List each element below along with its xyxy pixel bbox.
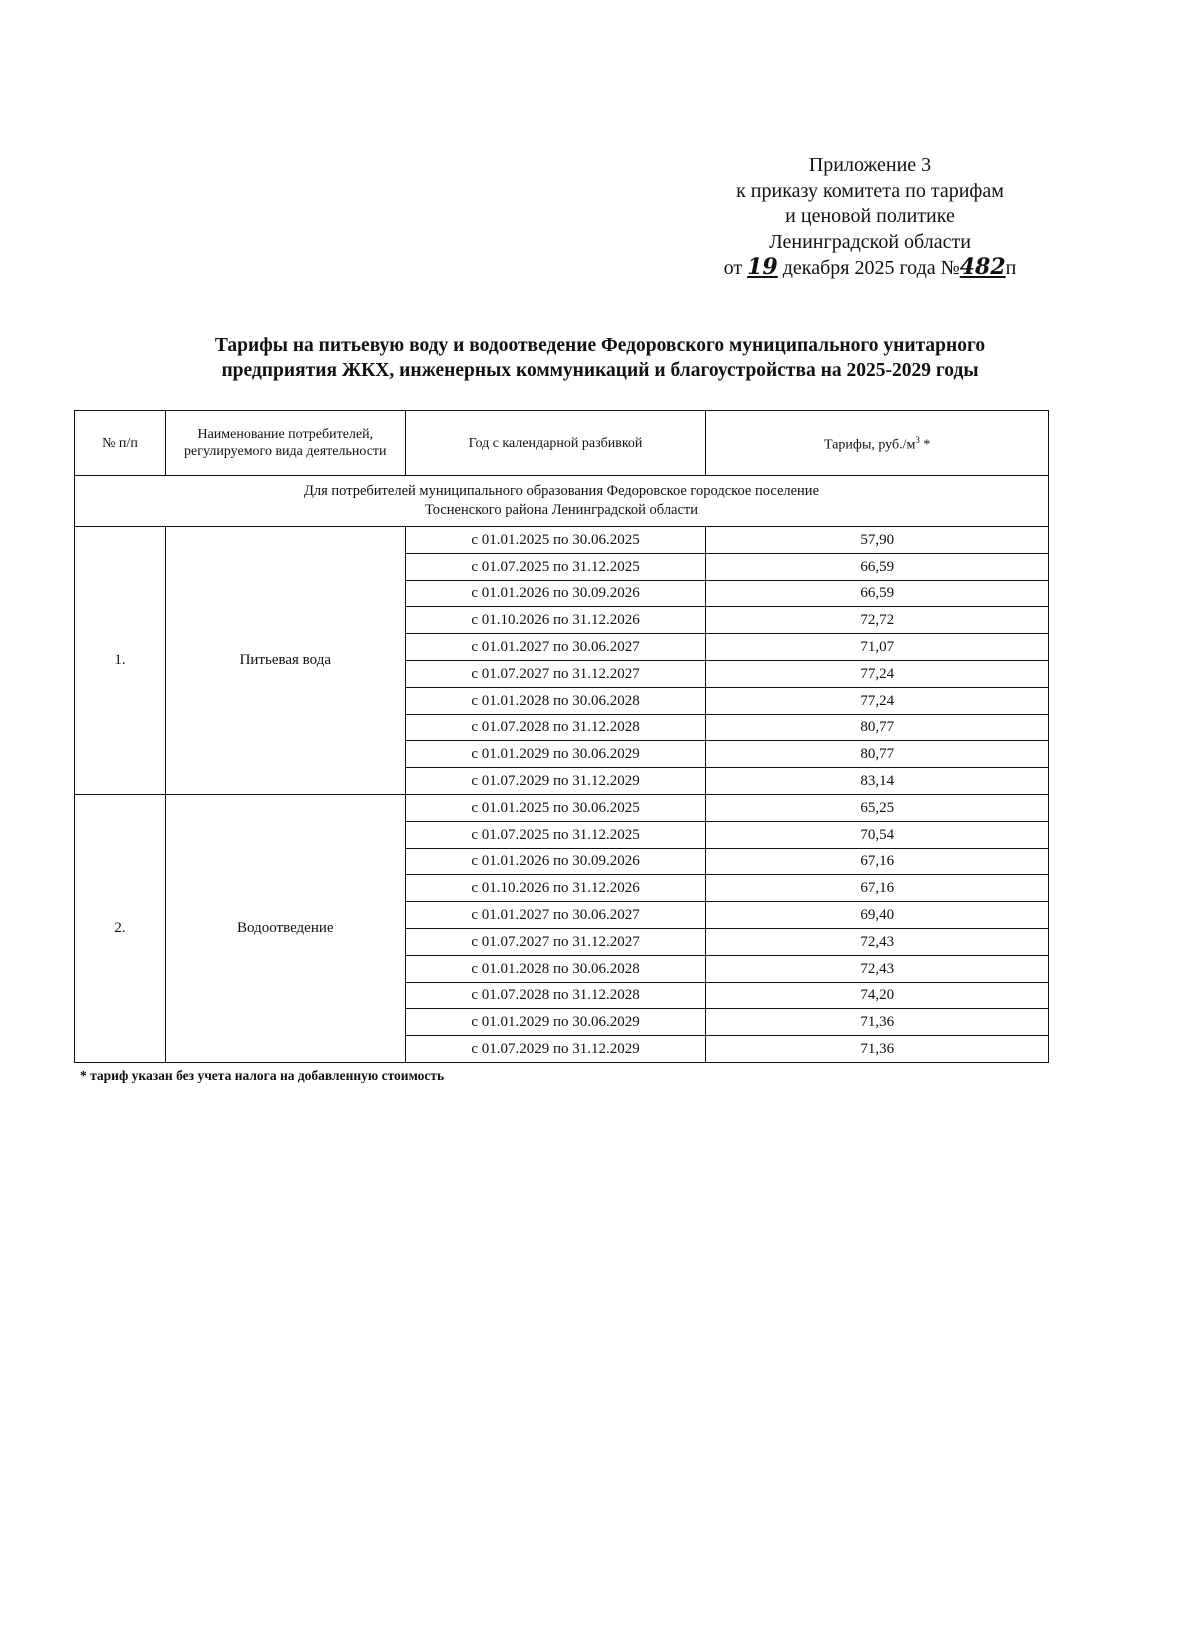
header-tariff: [706, 411, 1049, 476]
tariff-cell: 66,59: [706, 580, 1049, 607]
tariff-cell: 65,25: [706, 794, 1049, 821]
subheader-row: [75, 476, 1049, 527]
period-cell: с 01.01.2028 по 30.06.2028: [405, 687, 706, 714]
tariff-cell: 77,24: [706, 687, 1049, 714]
tariff-cell: 83,14: [706, 768, 1049, 795]
period-cell: с 01.01.2025 по 30.06.2025: [405, 794, 706, 821]
period-cell: с 01.07.2028 по 31.12.2028: [405, 982, 706, 1009]
period-cell: с 01.01.2028 по 30.06.2028: [405, 955, 706, 982]
tariff-cell: 67,16: [706, 848, 1049, 875]
tariff-table: [74, 410, 1049, 1063]
handwritten-day: 19: [747, 254, 778, 280]
header-tariff-star: *: [919, 437, 931, 453]
tariff-cell: 57,90: [706, 527, 1049, 554]
period-cell: с 01.07.2027 по 31.12.2027: [405, 928, 706, 955]
period-cell: с 01.10.2026 по 31.12.2026: [405, 875, 706, 902]
period-cell: с 01.01.2029 по 30.06.2029: [405, 741, 706, 768]
tariff-cell: 66,59: [706, 553, 1049, 580]
tariff-cell: 71,36: [706, 1009, 1049, 1036]
period-cell: с 01.01.2027 по 30.06.2027: [405, 634, 706, 661]
period-cell: с 01.01.2026 по 30.09.2026: [405, 580, 706, 607]
header-name: Наименование потребителей, регулируемого вида деятельности: [165, 411, 405, 476]
title-line: предприятия ЖКХ, инженерных коммуникаций и благоустройства на 2025-2029 годы: [221, 360, 979, 381]
period-cell: с 01.07.2029 по 31.12.2029: [405, 1036, 706, 1063]
header-num: № п/п: [75, 411, 166, 476]
tariff-cell: 74,20: [706, 982, 1049, 1009]
number-suffix: п: [1005, 257, 1017, 279]
tariff-cell: 71,07: [706, 634, 1049, 661]
subheader-line: Для потребителей муниципального образования Федоровское городское поселение: [303, 483, 820, 499]
title-line: Тарифы на питьевую воду и водоотведение Федоровского муниципального унитарного: [214, 335, 986, 356]
period-cell: с 01.07.2028 по 31.12.2028: [405, 714, 706, 741]
tariff-cell: 69,40: [706, 902, 1049, 929]
group-num: 1.: [75, 527, 166, 795]
period-cell: с 01.07.2025 по 31.12.2025: [405, 553, 706, 580]
header-period: Год с календарной разбивкой: [405, 411, 706, 476]
tariff-cell: 77,24: [706, 660, 1049, 687]
date-middle: декабря 2025 года №: [782, 257, 960, 279]
table-row: [75, 794, 1049, 821]
period-cell: с 01.01.2027 по 30.06.2027: [405, 902, 706, 929]
header-tariff-label: Тарифы, руб./м: [823, 437, 916, 453]
tariff-cell: 70,54: [706, 821, 1049, 848]
period-cell: с 01.01.2025 по 30.06.2025: [405, 527, 706, 554]
tariff-cell: 80,77: [706, 741, 1049, 768]
date-prefix: от: [723, 257, 743, 279]
approval-line: к приказу комитета по тарифам: [736, 179, 1004, 202]
group-name: Питьевая вода: [165, 527, 405, 795]
period-cell: с 01.01.2026 по 30.09.2026: [405, 848, 706, 875]
document-title: [100, 333, 1100, 383]
period-cell: с 01.07.2027 по 31.12.2027: [405, 660, 706, 687]
header-row: [75, 411, 1049, 476]
group-name: Водоотведение: [165, 794, 405, 1062]
tariff-cell: 80,77: [706, 714, 1049, 741]
group-num: 2.: [75, 794, 166, 1062]
approval-line: и ценовой политике: [785, 205, 955, 227]
handwritten-number: 482: [959, 254, 1006, 280]
tariff-cell: 72,43: [706, 955, 1049, 982]
period-cell: с 01.01.2029 по 30.06.2029: [405, 1009, 706, 1036]
footnote: * тариф указан без учета налога на добавленную стоимость: [80, 1068, 445, 1083]
period-cell: с 01.07.2029 по 31.12.2029: [405, 768, 706, 795]
tariff-cell: 72,72: [706, 607, 1049, 634]
tariff-cell: 72,43: [706, 928, 1049, 955]
subheader-cell: [75, 476, 1049, 527]
tariff-cell: 71,36: [706, 1036, 1049, 1063]
tariff-cell: 67,16: [706, 875, 1049, 902]
approval-line: Ленинградской области: [769, 230, 971, 253]
header-tariff-sup: 3: [915, 435, 920, 446]
approval-line: Приложение 3: [808, 154, 932, 176]
period-cell: с 01.07.2025 по 31.12.2025: [405, 821, 706, 848]
approval-date-line: [690, 255, 1050, 282]
table-row: [75, 527, 1049, 554]
approval-block: [690, 153, 1050, 282]
subheader-line: Тосненского района Ленинградской области: [424, 502, 699, 518]
period-cell: с 01.10.2026 по 31.12.2026: [405, 607, 706, 634]
